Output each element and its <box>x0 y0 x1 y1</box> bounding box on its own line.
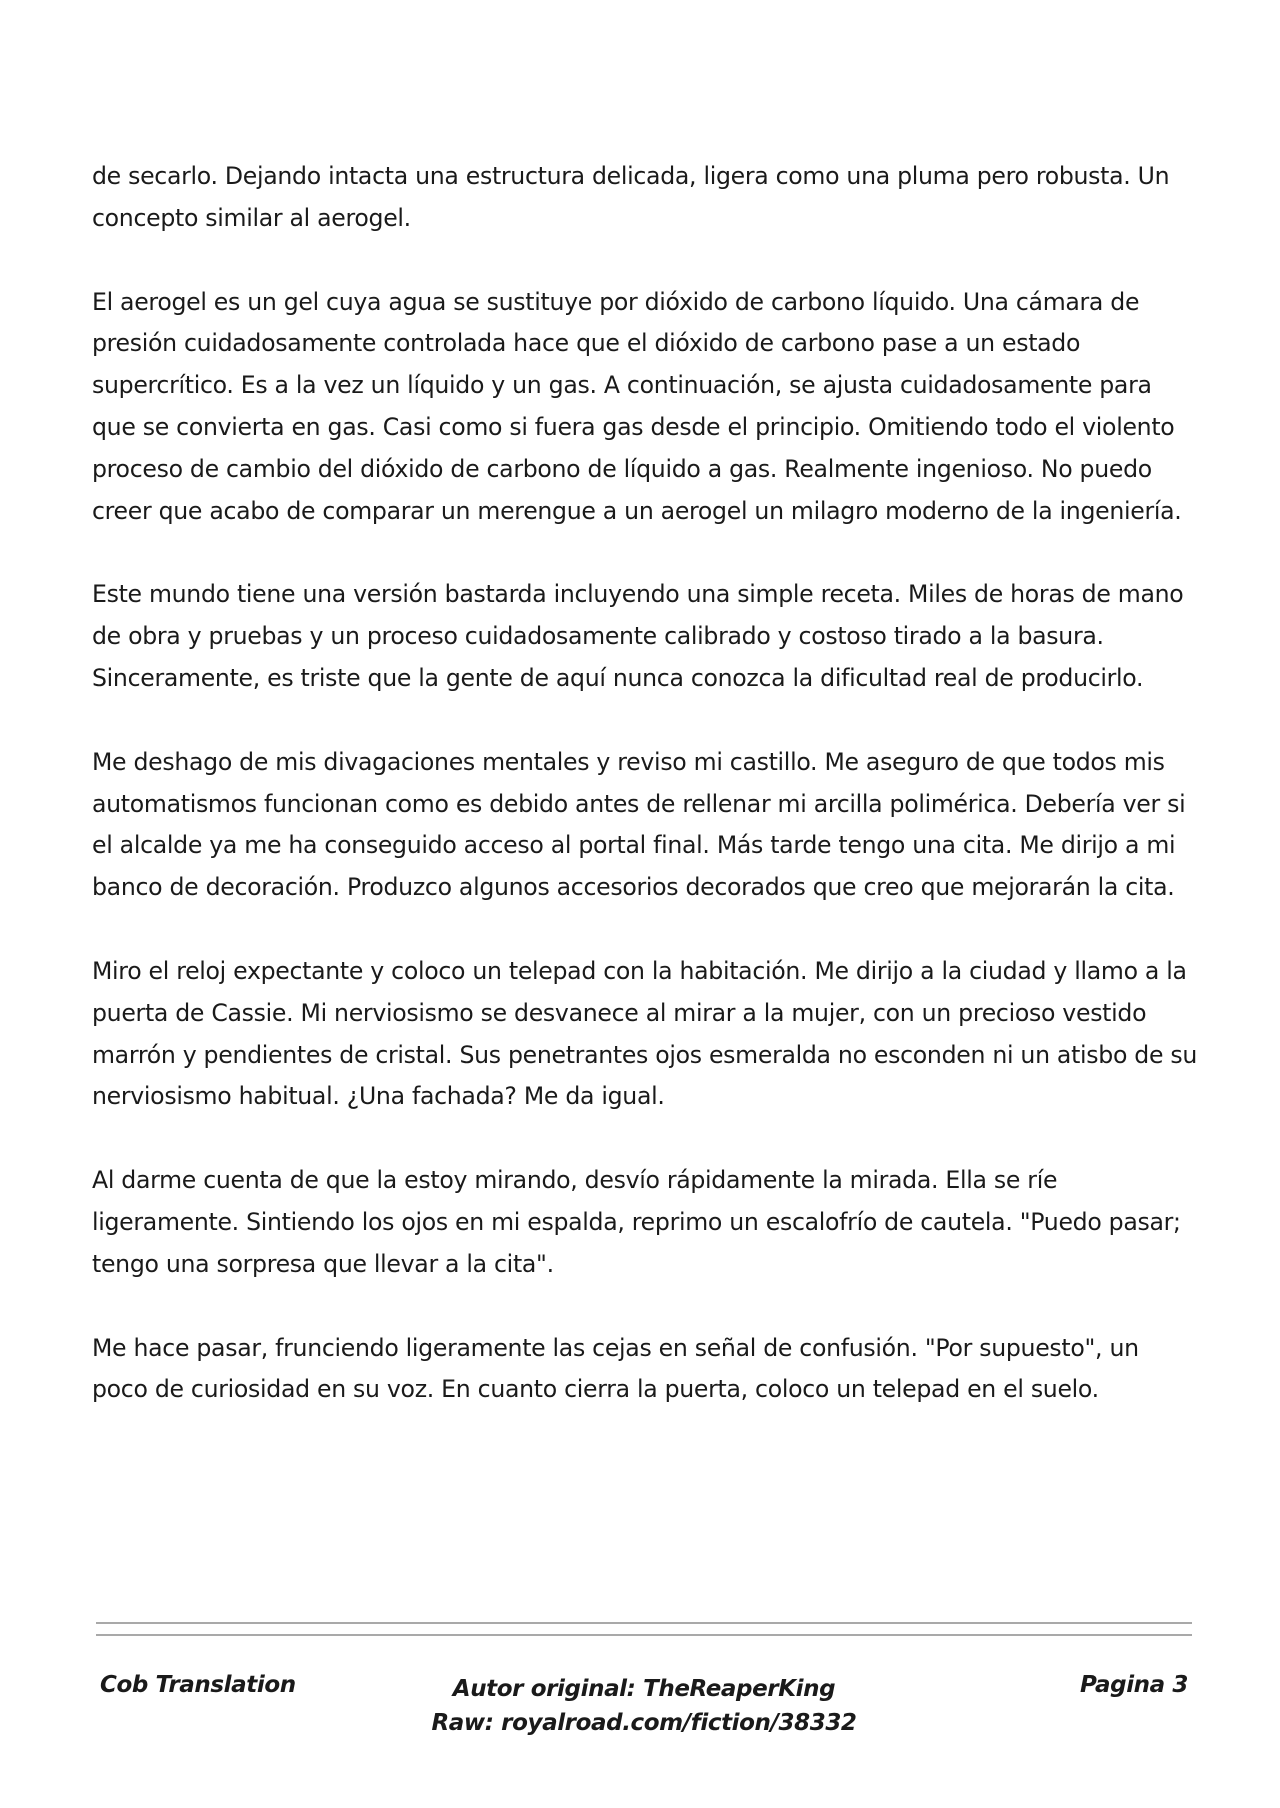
paragraph-4: Me deshago de mis divagaciones mentales y reviso mi castillo. Me aseguro de que todos mis automatismos funcionan como es debido antes de rellenar mi arcilla polimérica. Debería ver si el alcalde ya me ha conseguido acceso al portal final. Más tarde tengo una cita. Me dirijo a mi banco de decoración. Produzco algunos accesorios decorados que creo que mejorarán la cita. <box>92 747 1186 902</box>
paragraph-1: de secarlo. Dejando intacta una estructura delicada, ligera como una pluma pero robusta. Un concepto similar al aerogel. <box>92 162 1170 232</box>
footer-rule-bottom <box>96 1634 1192 1636</box>
page-body <box>92 156 1200 1453</box>
paragraph-5: Miro el reloj expectante y coloco un telepad con la habitación. Me dirijo a la ciudad y llamo a la puerta de Cassie. Mi nerviosismo se desvanece al mirar a la mujer, con un precioso vestido marrón y pendientes de cristal. Sus penetrantes ojos esmeralda no esconden ni un atisbo de su nerviosismo habitual. ¿Una fachada? Me da igual. <box>92 956 1198 1111</box>
paragraph-3: Este mundo tiene una versión bastarda incluyendo una simple receta. Miles de horas de mano de obra y pruebas y un proceso cuidadosamente calibrado y costoso tirado a la basura. Sinceramente, es triste que la gente de aquí nunca conozca la dificultad real de producirlo. <box>92 580 1184 692</box>
footer-divider <box>96 1622 1192 1646</box>
paragraph-6: Al darme cuenta de que la estoy mirando, desvío rápidamente la mirada. Ella se ríe ligeramente. Sintiendo los ojos en mi espalda, reprimo un escalofrío de cautela. "Puedo pasar; tengo una sorpresa que llevar a la cita". <box>92 1166 1181 1278</box>
paragraph-2: El aerogel es un gel cuya agua se sustituye por dióxido de carbono líquido. Una cámara de presión cuidadosamente controlada hace que el dióxido de carbono pase a un estado supercrítico. Es a la vez un líquido y un gas. A continuación, se ajusta cuidadosamente para que se convierta en gas. Casi como si fuera gas desde el principio. Omitiendo todo el violento proceso de cambio del dióxido de carbono de líquido a gas. Realmente ingenioso. No puedo creer que acabo de comparar un merengue a un aerogel un milagro moderno de la ingeniería. <box>92 287 1182 525</box>
footer-rule-top <box>96 1622 1192 1624</box>
footer-translator: Cob Translation <box>100 1672 296 1698</box>
footer-raw-source: Raw: royalroad.com/fiction/38332 <box>431 1710 857 1736</box>
footer-credits <box>96 1672 1192 1740</box>
paragraph-7: Me hace pasar, frunciendo ligeramente las cejas en señal de confusión. "Por supuesto", un poco de curiosidad en su voz. En cuanto cierra la puerta, coloco un telepad en el suelo. <box>92 1333 1139 1404</box>
footer-page-number: Pagina 3 <box>1080 1672 1188 1698</box>
footer-original-author: Autor original: TheReaperKing <box>452 1676 836 1702</box>
